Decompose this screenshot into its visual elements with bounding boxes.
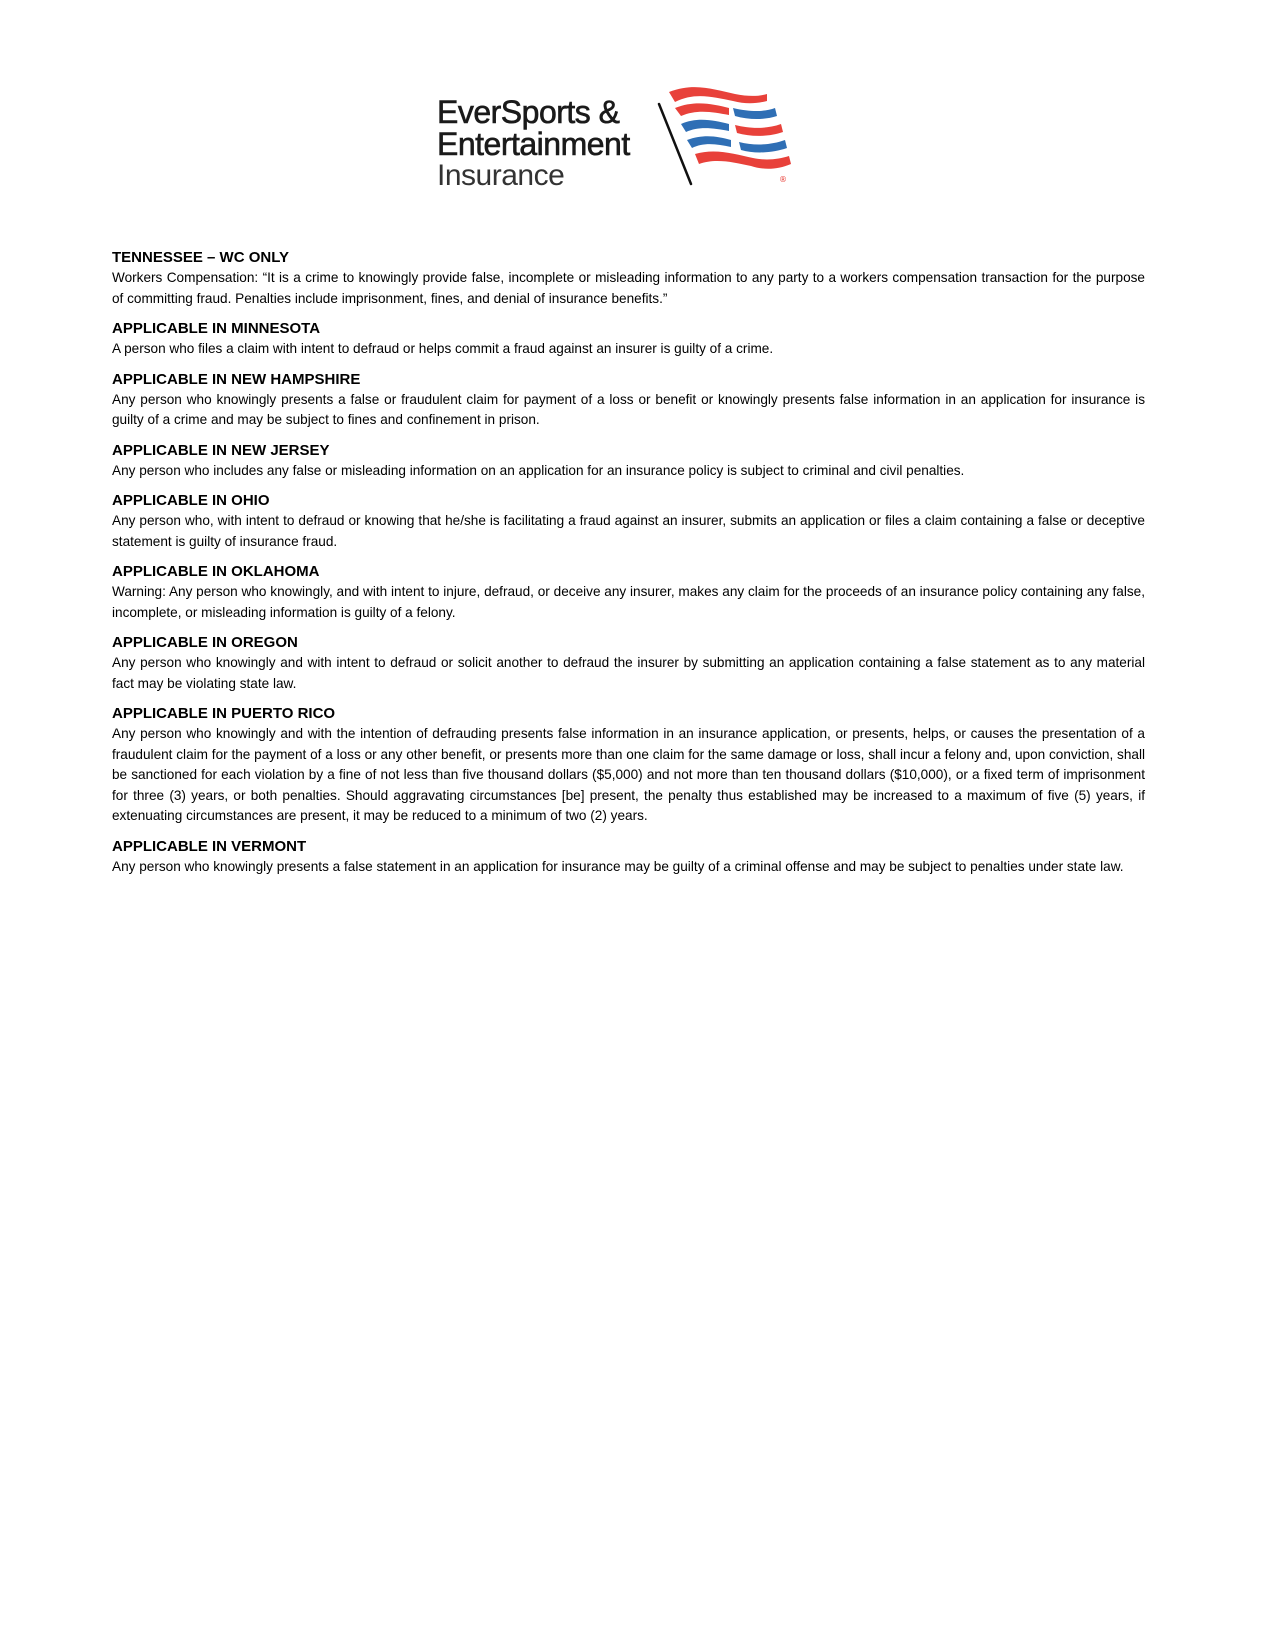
section-body: Workers Compensation: “It is a crime to knowingly provide false, incomplete or misleading information to any party to a workers compensation transaction for the purpose of committing fraud. Penalties include imprisonment, fines, and denial of insurance benefits.” [112,270,1145,306]
logo-line-2: Entertainment [437,126,630,162]
section-heading: APPLICABLE IN OHIO [112,492,270,509]
registered-mark: ® [779,175,787,184]
notice-section [112,319,1145,360]
section-body: Any person who knowingly and with the intention of defrauding presents false information in an insurance application, or presents, helps, or causes the presentation of a fraudulent claim for the payment of a loss or any other benefit, or presents more than one claim for the same damage or loss, shall incur a felony and, upon conviction, shall be sanctioned for each violation by a fine of not less than five thousand dollars ($5,000) and not more than ten thousand dollars ($10,000), or a fixed term of imprisonment for three (3) years, or both penalties. Should aggravating circumstances [be] present, the penalty thus established may be increased to a maximum of five (5) years, if extenuating circumstances are present, it may be reduced to a minimum of two (2) years. [112,726,1145,823]
section-heading: APPLICABLE IN NEW JERSEY [112,441,330,459]
section-heading: APPLICABLE IN OREGON [112,634,298,651]
notice-section [112,248,1145,309]
notice-section [112,370,1145,431]
section-body: Any person who knowingly and with intent to defraud or solicit another to defraud the insurer by submitting an application containing a false statement as to any material fact may be violating state law. [112,655,1145,691]
notice-section [112,633,1145,694]
section-heading: APPLICABLE IN MINNESOTA [112,320,321,337]
section-body: Any person who, with intent to defraud or knowing that he/she is facilitating a fraud against an insurer, submits an application or files a claim containing a false or deceptive statement is guilty of insurance fraud. [112,513,1145,549]
company-logo [437,84,817,194]
logo-wordmark [437,96,630,192]
section-body: A person who files a claim with intent to defraud or helps commit a fraud against an insurer is guilty of a crime. [112,341,774,356]
section-heading: APPLICABLE IN VERMONT [112,837,307,855]
notice-section [112,704,1145,827]
section-heading: TENNESSEE – WC ONLY [112,249,289,266]
section-heading: APPLICABLE IN PUERTO RICO [112,705,336,722]
logo-line-3: Insurance [437,159,565,192]
logo-line-1: EverSports & [437,94,620,130]
section-heading: APPLICABLE IN NEW HAMPSHIRE [112,370,361,388]
section-body: Any person who knowingly presents a false statement in an application for insurance may be guilty of a criminal offense and may be subject to penalties under state law. [112,858,1124,874]
notice-section [112,441,1145,482]
notice-section [112,491,1145,552]
notice-section [112,562,1145,623]
section-body: Any person who includes any false or misleading information on an application for an insurance policy is subject to criminal and civil penalties. [112,462,965,478]
fraud-warnings-list [112,248,1145,887]
waving-flag-icon [655,84,795,189]
section-heading: APPLICABLE IN OKLAHOMA [112,563,320,580]
section-body: Any person who knowingly presents a false or fraudulent claim for payment of a loss or benefit or knowingly presents false information in an application for insurance is guilty of a crime and may be subject to fines and confinement in prison. [112,391,1145,427]
notice-section [112,837,1145,878]
section-body: Warning: Any person who knowingly, and with intent to injure, defraud, or deceive any insurer, makes any claim for the proceeds of an insurance policy containing any false, incomplete, or misleading information is guilty of a felony. [112,584,1145,620]
